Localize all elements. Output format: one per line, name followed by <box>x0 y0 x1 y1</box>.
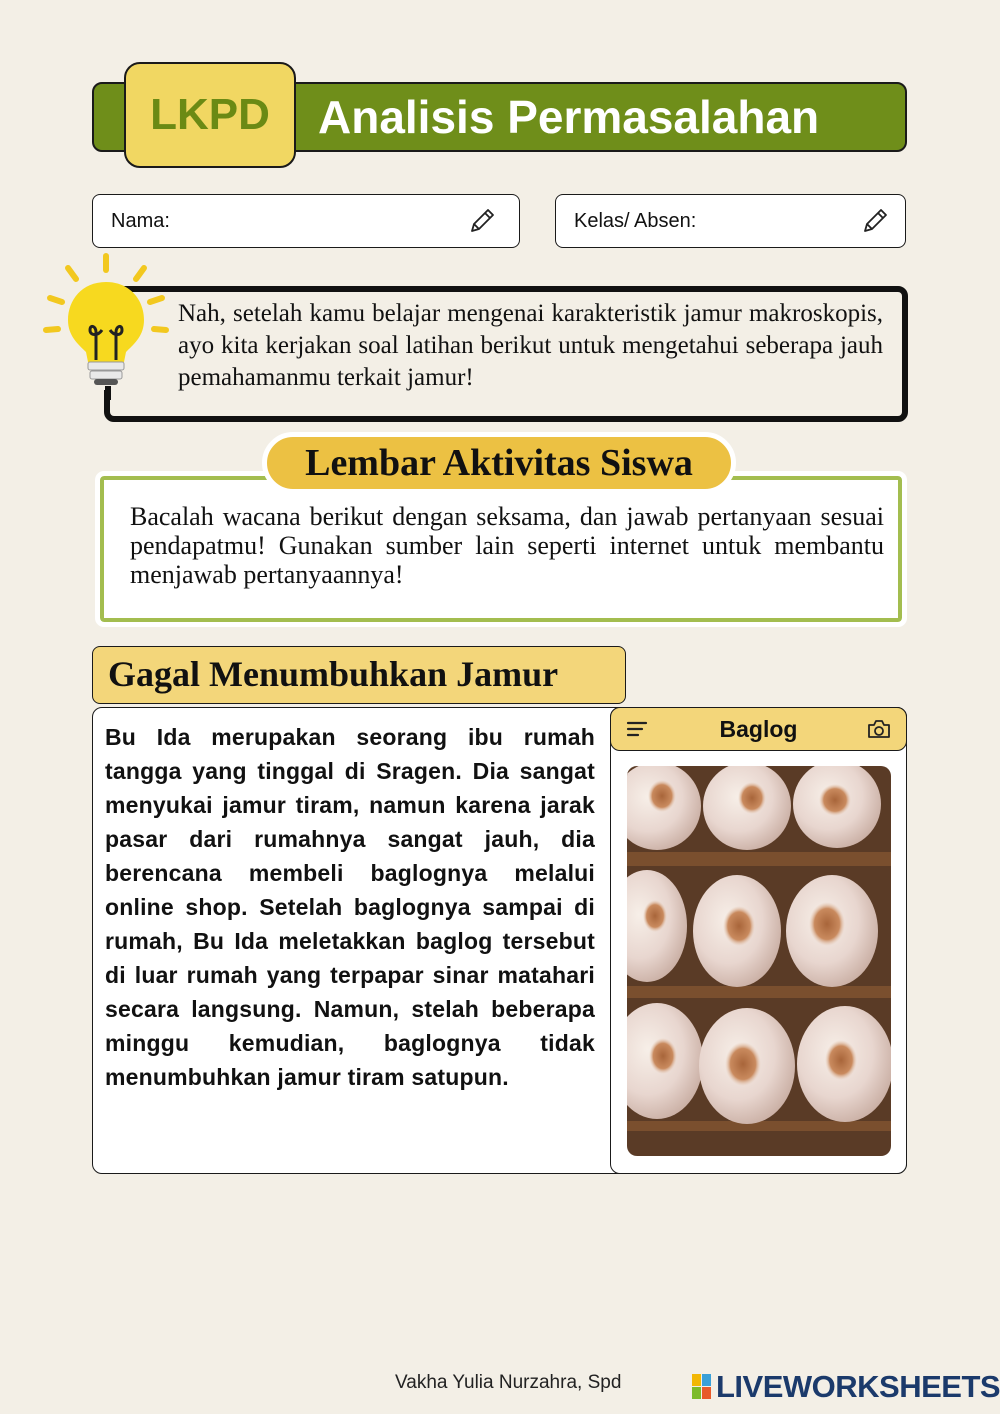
nama-field[interactable] <box>92 194 520 248</box>
liveworksheets-logo-icon <box>692 1374 712 1400</box>
baglog-photo <box>627 766 891 1156</box>
lkpd-badge: LKPD <box>124 62 296 168</box>
liveworksheets-brand[interactable]: LIVEWORKSHEETS <box>716 1369 1000 1404</box>
intro-text: Nah, setelah kamu belajar mengenai karakteristik jamur makroskopis, ayo kita kerjakan soal latihan berikut untuk mengetahui seberapa jauh pemahamanmu terkait jamur! <box>178 300 883 391</box>
kelas-absen-field[interactable] <box>555 194 906 248</box>
image-card-title: Baglog <box>719 716 798 742</box>
pencil-icon[interactable] <box>467 206 497 236</box>
kelas-label: Kelas/ Absen: <box>574 210 697 232</box>
page-title: Analisis Permasalahan <box>318 91 820 143</box>
author-credit: Vakha Yulia Nurzahra, Spd <box>395 1372 622 1393</box>
menu-icon[interactable] <box>626 718 648 740</box>
nama-label: Nama: <box>111 210 170 232</box>
pencil-icon[interactable] <box>860 206 890 236</box>
camera-icon[interactable] <box>866 717 892 741</box>
section-title: Gagal Menumbuhkan Jamur <box>92 646 626 704</box>
activity-instructions: Bacalah wacana berikut dengan seksama, dan jawab pertanyaan sesuai pendapatmu! Gunakan sumber lain seperti internet untuk membantu menjawab pertanyaannya! <box>130 502 884 589</box>
story-text: Bu Ida merupakan seorang ibu rumah tangga yang tinggal di Sragen. Dia sangat menyukai jamur tiram, namun karena jarak pasar dari rumahnya sangat jauh, dia berencana membeli baglognya melalui online shop. Setelah baglognya sampai di rumah, Bu Ida meletakkan baglog tersebut di luar rumah yang terpapar sinar matahari secara langsung. Namun, stelah beberapa minggu kemudian, baglognya tidak menumbuhkan jamur tiram satupun. <box>105 724 595 1090</box>
lightbulb-icon <box>38 250 178 400</box>
activity-title: Lembar Aktivitas Siswa <box>262 432 736 494</box>
